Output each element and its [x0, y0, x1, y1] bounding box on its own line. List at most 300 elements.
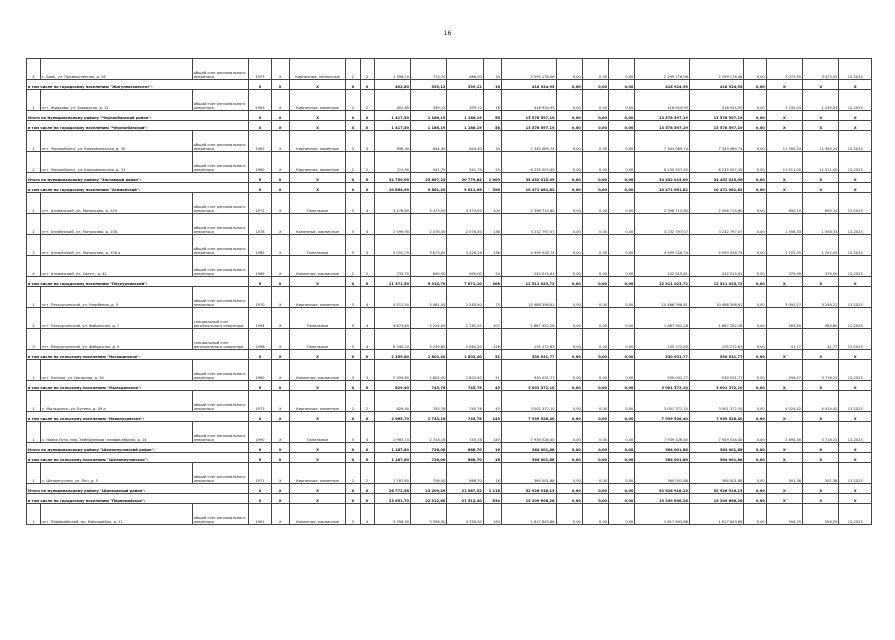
- table-cell: Х: [803, 80, 839, 90]
- table-cell: в том числе по сельскому поселению "Мыльцинское":: [27, 381, 249, 391]
- table-cell: Х: [803, 111, 839, 121]
- table-cell: пгт. Атиманский, ул. Матросова, д. 158 а: [41, 235, 193, 256]
- table-cell: 418 924,95: [501, 90, 556, 111]
- table-cell: 1 116: [483, 484, 501, 494]
- table-cell: 1 617 843,86: [689, 504, 744, 525]
- table-cell: 136: [483, 214, 501, 235]
- table-cell: 9 914,70: [411, 277, 447, 287]
- table-cell: 7 343 089,74: [635, 131, 690, 152]
- table-cell: Х: [766, 111, 802, 121]
- table-cell: 829,40: [374, 381, 410, 391]
- table-cell: Х: [249, 453, 271, 463]
- table-cell: 2: [27, 308, 41, 329]
- table-cell: 12.2023: [839, 287, 872, 308]
- table-cell: Х: [803, 277, 839, 287]
- table-cell: 13 578 597,19: [635, 111, 690, 121]
- table-cell: Каменные, кирпичные: [289, 214, 346, 235]
- table-cell: 364 001,88: [501, 463, 556, 484]
- table-cell: 1971: [249, 463, 271, 484]
- table-cell: 0,00: [582, 412, 608, 422]
- table-cell: 364 001,88: [635, 463, 690, 484]
- table-cell: Х: [766, 443, 802, 453]
- table-cell: 726,00: [411, 463, 447, 484]
- table-cell: 0,00: [744, 287, 766, 308]
- table-cell: Х: [271, 443, 289, 453]
- table-cell: 9 611,96: [447, 183, 483, 193]
- table-cell: 25: [483, 152, 501, 173]
- table-cell: 16: [483, 443, 501, 453]
- table-cell: 1 887 352,28: [501, 308, 556, 329]
- table-cell: 135 272,83: [501, 329, 556, 350]
- table-cell: 12.2023: [839, 504, 872, 525]
- table-cell: 640,90: [411, 256, 447, 277]
- table-cell: 0,00: [609, 214, 635, 235]
- table-cell: Х: [271, 329, 289, 350]
- table-cell: 364 001,88: [501, 443, 556, 453]
- table-cell: 1994: [249, 308, 271, 329]
- table-cell: 364 001,88: [501, 453, 556, 463]
- table-cell: 11 395,24: [766, 131, 802, 152]
- table-cell: Х: [289, 484, 346, 494]
- table-cell: 690,10: [766, 193, 802, 214]
- table-cell: 2: [27, 152, 41, 173]
- table-cell: Х: [289, 277, 346, 287]
- table-cell: 1 187,60: [374, 463, 410, 484]
- table-cell: 2 743,16: [411, 422, 447, 443]
- table-cell: 1 417,50: [374, 121, 410, 131]
- table-cell: 33: [483, 59, 501, 80]
- table-cell: общий счет регионального оператора: [192, 235, 249, 256]
- table-cell: 4: [360, 308, 374, 329]
- table-cell: 16: [483, 453, 501, 463]
- table-cell: Х: [360, 443, 374, 453]
- table-cell: 12 511 023,72: [689, 277, 744, 287]
- table-cell: 0,00: [582, 381, 608, 391]
- table-cell: 41,77: [803, 329, 839, 350]
- table-cell: Итого по муниципальному району "Черлакбанский район":: [27, 111, 249, 121]
- table-cell: 530 031,77: [689, 360, 744, 381]
- table-cell: 41,77: [766, 329, 802, 350]
- table-cell: 45: [483, 381, 501, 391]
- table-cell: 22 512,60: [411, 494, 447, 504]
- table-cell: 0,00: [609, 391, 635, 412]
- table-cell: 3: [346, 131, 360, 152]
- table-cell: Х: [346, 111, 360, 121]
- table-cell: 0,00: [582, 453, 608, 463]
- table-cell: 1961: [249, 504, 271, 525]
- table-cell: Х: [271, 59, 289, 80]
- table-cell: 0,00: [744, 381, 766, 391]
- table-cell: Х: [271, 90, 289, 111]
- table-cell: Х: [289, 350, 346, 360]
- table-cell: 556,25: [766, 504, 802, 525]
- table-cell: Х: [839, 277, 872, 287]
- table-cell: Х: [249, 443, 271, 453]
- table-cell: 3 239,80: [411, 329, 447, 350]
- table-cell: 52 926 916,13: [689, 484, 744, 494]
- table-cell: Х: [271, 494, 289, 504]
- table-cell: общий счет регионального оператора: [192, 214, 249, 235]
- table-cell: 364 001,88: [635, 453, 690, 463]
- table-cell: 0,00: [609, 463, 635, 484]
- subtotal-row: [27, 183, 872, 193]
- subtotal-row: [27, 412, 872, 422]
- table-cell: Каменные, кирпичные: [289, 256, 346, 277]
- register-table-wrapper: [26, 58, 872, 525]
- table-cell: 1 187,60: [374, 453, 410, 463]
- table-cell: 0,00: [744, 504, 766, 525]
- table-cell: Кирпичные, панельные: [289, 59, 346, 80]
- table-cell: 0,00: [609, 235, 635, 256]
- table-cell: 25 867,24: [411, 173, 447, 183]
- table-cell: 1973: [249, 391, 271, 412]
- table-cell: 107: [483, 308, 501, 329]
- table-cell: 5: [346, 214, 360, 235]
- table-cell: 0,00: [744, 453, 766, 463]
- table-cell: 1990: [249, 422, 271, 443]
- table-cell: 0,00: [609, 422, 635, 443]
- table-cell: Х: [289, 183, 346, 193]
- table-cell: 1 186,19: [447, 121, 483, 131]
- table-cell: 5: [346, 504, 360, 525]
- table-cell: 6 235 507,45: [635, 152, 690, 173]
- table-cell: Х: [249, 494, 271, 504]
- table-cell: 1960: [249, 360, 271, 381]
- table-cell: общий счет регионального оператора: [192, 391, 249, 412]
- table-cell: 666,70: [447, 443, 483, 453]
- table-cell: 0,00: [556, 256, 582, 277]
- table-cell: 5: [346, 193, 360, 214]
- table-cell: 690,10: [803, 193, 839, 214]
- table-cell: 12.2023: [839, 193, 872, 214]
- table-cell: 3 001 372,10: [689, 391, 744, 412]
- table-cell: 0,00: [744, 183, 766, 193]
- subtotal-row: [27, 80, 872, 90]
- table-cell: 501,38: [766, 463, 802, 484]
- table-cell: 0,00: [556, 463, 582, 484]
- table-cell: 3 473,00: [411, 193, 447, 214]
- table-cell: 12.2023: [839, 308, 872, 329]
- table-cell: 0,00: [609, 131, 635, 152]
- table-cell: в том числе по городскому поселению "Пехкурчинский":: [27, 277, 249, 287]
- table-cell: 3 073,55: [803, 59, 839, 80]
- table-cell: в том числе по городскому поселению "Первомайское":: [27, 494, 249, 504]
- table-cell: 3 001 372,10: [501, 381, 556, 391]
- table-cell: 339,12: [447, 90, 483, 111]
- table-cell: 135 272,83: [689, 329, 744, 350]
- table-cell: 0,00: [609, 504, 635, 525]
- table-cell: Х: [766, 350, 802, 360]
- table-cell: 2: [346, 59, 360, 80]
- table-cell: Х: [360, 277, 374, 287]
- table-cell: 13 578 597,19: [689, 111, 744, 121]
- table-cell: общий счет регионального оператора: [192, 193, 249, 214]
- table-cell: в том числе по сельскому поселению "Новонусинское":: [27, 412, 249, 422]
- table-cell: Х: [803, 350, 839, 360]
- table-cell: 7 671,10: [447, 277, 483, 287]
- table-cell: 4: [360, 422, 374, 443]
- table-cell: 3: [360, 131, 374, 152]
- table-cell: Х: [271, 173, 289, 183]
- table-cell: Х: [271, 131, 289, 152]
- table-cell: 0,00: [556, 287, 582, 308]
- table-cell: Х: [766, 173, 802, 183]
- table-cell: 0,00: [582, 173, 608, 183]
- table-cell: 7 343 089,74: [501, 131, 556, 152]
- table-cell: 3 001 372,10: [635, 381, 690, 391]
- table-cell: 13 578 597,19: [501, 111, 556, 121]
- table-cell: 23 209,49: [411, 484, 447, 494]
- table-cell: 7 939 526,40: [635, 412, 690, 422]
- table-cell: Х: [839, 443, 872, 453]
- table-cell: общий счет регионального оператора: [192, 463, 249, 484]
- table-cell: общий счет регионального оператора: [192, 152, 249, 173]
- table-cell: 364 001,88: [689, 463, 744, 484]
- table-cell: 418 924,95: [635, 80, 690, 90]
- table-cell: Х: [271, 484, 289, 494]
- table-cell: общий счет регионального оператора: [192, 287, 249, 308]
- table-cell: 3 356,30: [411, 504, 447, 525]
- table-row: [27, 391, 872, 412]
- table-cell: 0,00: [744, 277, 766, 287]
- table-cell: 1: [27, 504, 41, 525]
- table-cell: 4 052,70: [374, 235, 410, 256]
- table-cell: 294,07: [766, 360, 802, 381]
- table-cell: 10 864,90: [374, 183, 410, 193]
- table-cell: Х: [803, 183, 839, 193]
- table-row: [27, 90, 872, 111]
- table-cell: 3: [27, 235, 41, 256]
- table-cell: 2 965,70: [374, 422, 410, 443]
- table-cell: 4: [360, 504, 374, 525]
- table-cell: 1969: [249, 256, 271, 277]
- table-cell: Х: [271, 422, 289, 443]
- table-cell: Кирпичные, каменные: [289, 391, 346, 412]
- table-cell: Х: [839, 350, 872, 360]
- table-cell: 364 001,88: [689, 443, 744, 453]
- table-cell: Х: [346, 183, 360, 193]
- table-cell: 4: [27, 256, 41, 277]
- table-cell: 0,00: [609, 308, 635, 329]
- table-cell: 4 024,42: [803, 391, 839, 412]
- table-cell: Х: [360, 80, 374, 90]
- table-cell: специальный счет регионального оператора: [192, 329, 249, 350]
- table-cell: 12.2023: [839, 391, 872, 412]
- table-cell: Х: [360, 183, 374, 193]
- table-cell: 0,00: [556, 214, 582, 235]
- table-cell: 4: [27, 59, 41, 80]
- table-cell: Х: [271, 287, 289, 308]
- table-cell: 2 076,30: [411, 214, 447, 235]
- table-cell: пгт. Пехкурчинский, ул. Узорбёная, д. 5: [41, 287, 193, 308]
- table-cell: Х: [360, 453, 374, 463]
- table-cell: 3 001 372,10: [689, 381, 744, 391]
- table-cell: 0,00: [582, 256, 608, 277]
- table-cell: Х: [766, 277, 802, 287]
- table-row: [27, 235, 872, 256]
- table-cell: Х: [346, 350, 360, 360]
- table-cell: Х: [289, 494, 346, 504]
- table-row: [27, 463, 872, 484]
- table-cell: 3 356,30: [447, 504, 483, 525]
- table-cell: 745,76: [447, 381, 483, 391]
- table-cell: 0,00: [609, 193, 635, 214]
- table-cell: 0,00: [744, 412, 766, 422]
- table-cell: 3 224,00: [411, 308, 447, 329]
- subtotal-row: [27, 484, 872, 494]
- table-cell: 364 001,88: [689, 453, 744, 463]
- table-cell: 0,00: [556, 412, 582, 422]
- table-cell: 0,00: [582, 131, 608, 152]
- table-cell: 2: [360, 463, 374, 484]
- table-cell: 1: [27, 193, 41, 214]
- table-cell: 2: [346, 391, 360, 412]
- table-cell: 145: [483, 422, 501, 443]
- table-cell: 12.2023: [839, 214, 872, 235]
- table-cell: 3 073,55: [766, 59, 802, 80]
- table-cell: 640,00: [447, 256, 483, 277]
- table-cell: 1962: [249, 131, 271, 152]
- table-cell: Х: [346, 121, 360, 131]
- table-cell: 4 512,50: [374, 287, 410, 308]
- table-cell: Х: [360, 494, 374, 504]
- table-cell: 135 272,83: [635, 329, 690, 350]
- table-cell: Х: [249, 277, 271, 287]
- table-cell: 2 299 176,06: [689, 59, 744, 80]
- table-cell: Х: [271, 121, 289, 131]
- table-cell: 33: [483, 131, 501, 152]
- table-cell: 0,00: [582, 235, 608, 256]
- table-cell: Х: [766, 121, 802, 131]
- table-cell: 726,00: [411, 453, 447, 463]
- table-cell: Панельные: [289, 422, 346, 443]
- table-cell: 0,00: [582, 121, 608, 131]
- table-cell: 3: [360, 360, 374, 381]
- table-cell: Х: [839, 183, 872, 193]
- table-cell: 0,00: [556, 453, 582, 463]
- table-cell: 10 471 061,82: [501, 183, 556, 193]
- table-cell: 0,00: [609, 494, 635, 504]
- table-cell: 0,00: [582, 463, 608, 484]
- table-cell: 0,00: [556, 308, 582, 329]
- table-cell: 3 232 797,07: [689, 214, 744, 235]
- table-cell: 2: [360, 90, 374, 111]
- table-cell: 0,00: [556, 59, 582, 80]
- table-cell: 0,00: [744, 391, 766, 412]
- subtotal-row: [27, 350, 872, 360]
- table-cell: Х: [346, 173, 360, 183]
- table-cell: 3 673,00: [411, 235, 447, 256]
- table-cell: 745,76: [411, 391, 447, 412]
- table-cell: Х: [766, 80, 802, 90]
- table-cell: 1960: [249, 152, 271, 173]
- table-cell: Кирпичные, каменные: [289, 287, 346, 308]
- table-cell: Панельные: [289, 235, 346, 256]
- table-cell: 0,00: [582, 183, 608, 193]
- table-cell: 0,00: [609, 381, 635, 391]
- table-cell: 2 599,90: [374, 214, 410, 235]
- table-cell: 45: [483, 391, 501, 412]
- table-row: [27, 504, 872, 525]
- table-cell: 0,00: [744, 422, 766, 443]
- table-cell: 1 802,40: [411, 350, 447, 360]
- table-cell: 644,40: [411, 131, 447, 152]
- table-cell: Панельные: [289, 193, 346, 214]
- table-cell: Х: [839, 80, 872, 90]
- table-cell: 0,00: [744, 90, 766, 111]
- table-cell: 0,00: [609, 173, 635, 183]
- table-cell: 713,70: [411, 59, 447, 80]
- table-cell: 530 031,77: [635, 360, 690, 381]
- capital-repair-register-table: [26, 58, 872, 525]
- table-cell: 0,00: [609, 453, 635, 463]
- table-cell: 21 587,52: [447, 484, 483, 494]
- table-cell: 1: [27, 463, 41, 484]
- table-cell: 1 617 843,86: [501, 504, 556, 525]
- table-cell: 16: [483, 463, 501, 484]
- subtotal-row: [27, 111, 872, 121]
- table-cell: 6 235 507,45: [689, 152, 744, 173]
- table-cell: 4 599 528,74: [501, 235, 556, 256]
- table-cell: Х: [271, 256, 289, 277]
- table-cell: 726,00: [411, 443, 447, 453]
- table-cell: 0,00: [582, 90, 608, 111]
- table-cell: 16: [483, 90, 501, 111]
- table-cell: 0,00: [744, 350, 766, 360]
- table-cell: 0,00: [609, 59, 635, 80]
- table-cell: 686,00: [447, 59, 483, 80]
- table-cell: 3 232 797,07: [635, 214, 690, 235]
- table-cell: 0,00: [582, 193, 608, 214]
- table-cell: 12.2023: [839, 329, 872, 350]
- table-cell: 0,00: [582, 391, 608, 412]
- table-cell: Х: [346, 80, 360, 90]
- table-cell: 0,00: [556, 152, 582, 173]
- table-cell: 0,00: [582, 111, 608, 121]
- table-cell: в том числе по городскому поселению "Жигулевскиеселт":: [27, 80, 249, 90]
- table-cell: Х: [839, 111, 872, 121]
- table-cell: 12.2023: [839, 235, 872, 256]
- table-cell: 0,00: [744, 494, 766, 504]
- table-cell: Итого по муниципальному району "Шилковский район":: [27, 484, 249, 494]
- table-cell: 3 248,22: [803, 287, 839, 308]
- table-cell: 745,76: [447, 391, 483, 412]
- table-cell: 12.2023: [839, 131, 872, 152]
- table-cell: 52 926 916,13: [635, 484, 690, 494]
- table-cell: 34 452 015,09: [689, 173, 744, 183]
- table-cell: 0,00: [556, 235, 582, 256]
- table-cell: 0,00: [582, 422, 608, 443]
- subtotal-row: [27, 173, 872, 183]
- table-cell: Кирпичные, каменные: [289, 131, 346, 152]
- table-cell: Х: [271, 277, 289, 287]
- table-cell: 1: [27, 131, 41, 152]
- table-cell: Х: [346, 453, 360, 463]
- page-number: 16: [443, 30, 452, 37]
- table-cell: Х: [289, 381, 346, 391]
- table-cell: 0,00: [582, 277, 608, 287]
- table-cell: 1 398,10: [374, 59, 410, 80]
- table-cell: 4 673,80: [374, 308, 410, 329]
- table-cell: 0,00: [582, 484, 608, 494]
- table-cell: 0,00: [556, 131, 582, 152]
- table-cell: Каменные, кирпичные: [289, 504, 346, 525]
- table-cell: 52 926 916,13: [501, 484, 556, 494]
- subtotal-row: [27, 381, 872, 391]
- table-cell: 0,00: [609, 412, 635, 422]
- table-cell: 1985: [249, 235, 271, 256]
- table-cell: 0,00: [744, 173, 766, 183]
